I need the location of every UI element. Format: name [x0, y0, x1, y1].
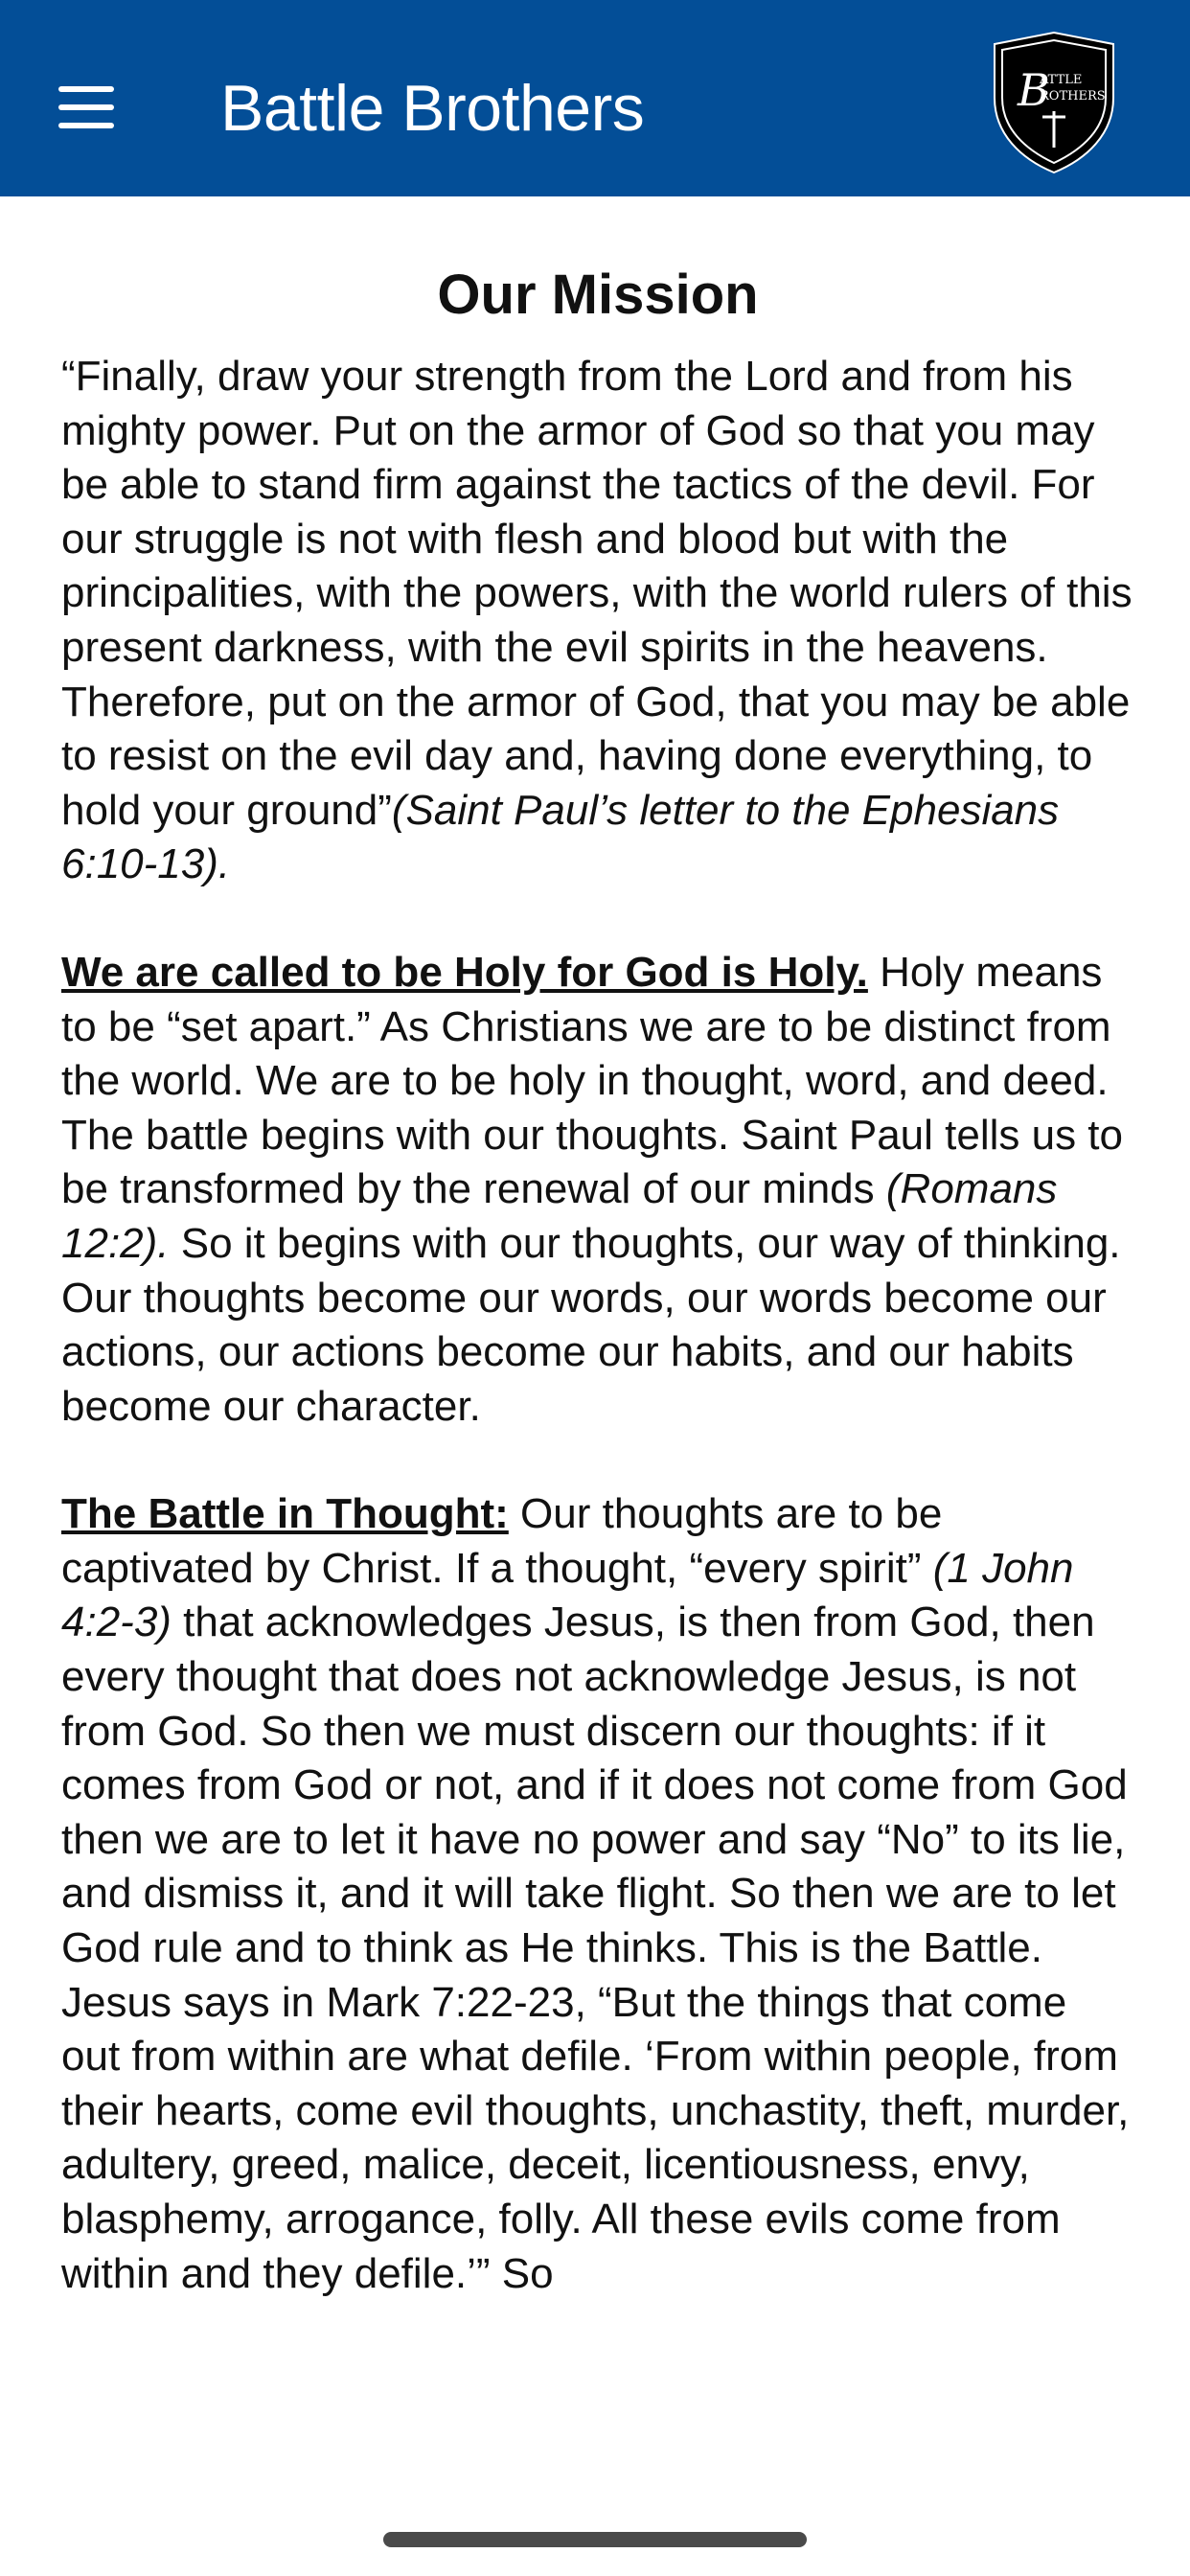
quote-citation: (Saint Paul’s letter to the Ephesians 6:10-13). [61, 786, 1060, 888]
app-title: Battle Brothers [220, 72, 645, 145]
shield-logo-icon [987, 31, 1121, 174]
logo-text-line2: ROTHERS [1040, 89, 1106, 104]
home-indicator[interactable] [383, 2532, 807, 2547]
quote-text: “Finally, draw your strength from the Lord and from his mighty power. Put on the armor of God so that you may be able to stand firm against the tactics of the devil. For our struggle is not with flesh and blood but with the principalities, with the powers, with the world rulers of this present darkness, with the evil spirits in the heavens. Therefore, put on the armor of God, that you may be able to resist on the evil day and, having done everything, to hold your ground” [61, 353, 1133, 834]
thought-heading: The Battle in Thought: [61, 1490, 509, 1538]
holy-heading: We are called to be Holy for God is Holy. [61, 948, 868, 996]
mission-content [61, 196, 1134, 2355]
quote-paragraph [61, 350, 1134, 892]
page-title: Our Mission [437, 264, 759, 326]
thought-reference: (1 John 4:2-3) [61, 1544, 1074, 1646]
holy-paragraph [61, 946, 1134, 1434]
thought-paragraph [61, 1487, 1134, 2301]
thought-text-1: Our thoughts are to be captivated by Christ. If a thought, “every spirit” [61, 1490, 943, 1592]
logo-text-line1: ATTLE [1040, 73, 1083, 87]
thought-text-2: that acknowledges Jesus, is then from God, then every thought that does not acknowledge Jesus, is not from God. So then we must discern our thoughts: if it comes from God or not, and if it does not come from God then we are to let it have no power and say “No” to its lie, and dismiss it, and it will take flight. So then we are to let God rule and to think as He thinks. This is the Battle. Jesus says in Mark 7:22-23, “But the things that come out from within are what defile. ‘From within people, from their hearts, come evil thoughts, unchastity, theft, murder, adultery, greed, malice, deceit, licentiousness, envy, blasphemy, arrogance, folly. All these evils come from within and they defile.’” So [61, 1598, 1130, 2297]
holy-text-1: Holy means to be “set apart.” As Christians we are to be distinct from the world. We are to be holy in thought, word, and deed. The battle begins with our thoughts. Saint Paul tells us to be transformed by the renewal of our minds [61, 948, 1123, 1213]
logo-letter: B [1018, 64, 1050, 116]
app-bar [0, 0, 1190, 196]
holy-text-2: So it begins with our thoughts, our way of thinking. Our thoughts become our words, our words become our actions, our actions become our habits, and our habits become our character. [61, 1219, 1121, 1430]
holy-reference: (Romans 12:2). [61, 1165, 1058, 1267]
hamburger-menu-icon-line [58, 104, 114, 110]
hamburger-menu-icon [58, 86, 114, 92]
menu-button[interactable] [38, 69, 134, 146]
hamburger-menu-icon-line [58, 123, 114, 128]
